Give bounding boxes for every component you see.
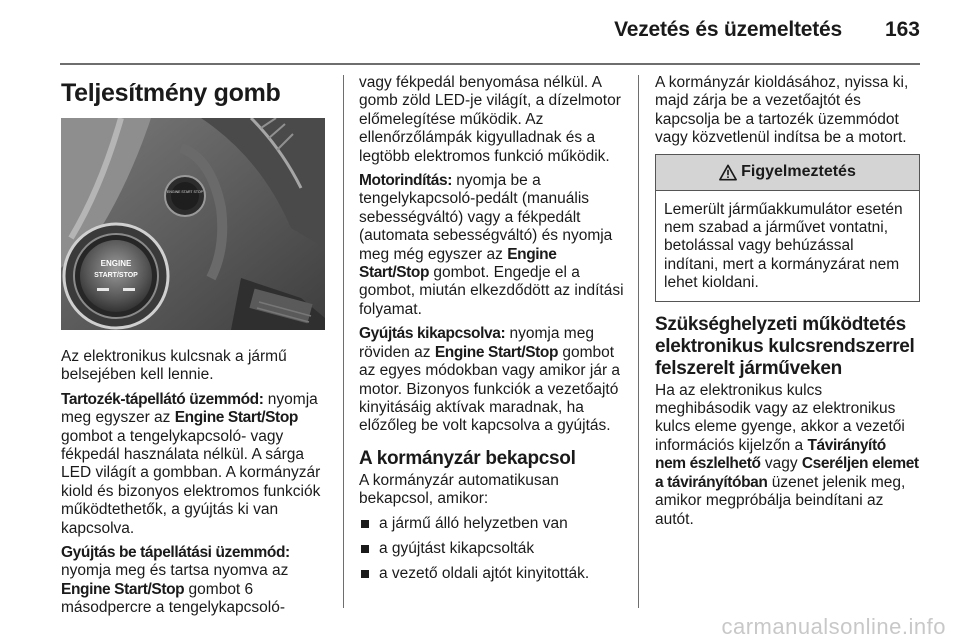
warning-header <box>656 155 919 191</box>
paragraph-ignition-off: Gyújtás kikapcsolva: nyomja meg röviden az Engine Start/Stop gombot az egyes módokban vagy amikor jár a motor. Bizonyos funkciók a vezetőajtó kinyitásáig aktívak maradnak, ha előzőleg be volt kapcsolva a gyújtás. <box>359 325 621 435</box>
dashboard-illustration <box>61 118 325 330</box>
middle-column <box>359 74 627 591</box>
page-header <box>0 0 960 64</box>
section-heading-steering-lock: A kormányzár bekapcsol <box>359 447 576 469</box>
list-item: a jármű álló helyzetben van <box>359 515 627 533</box>
right-column <box>655 74 920 535</box>
engine-start-stop-figure <box>61 118 325 330</box>
column-divider-left <box>343 75 344 608</box>
section-heading-emergency-operation: Szükséghelyzeti működtetés elektronikus kulcsrendszerrel felszerelt járműveken <box>655 313 915 379</box>
left-column <box>61 74 329 624</box>
list-item: a vezető oldali ajtót kinyitották. <box>359 565 627 583</box>
paragraph-ignition-on-mode: Gyújtás be tápellátási üzemmód: nyomja meg és tartsa nyomva az Engine Start/Stop gombot 6 másodpercre a tengelykapcsoló- <box>61 544 290 617</box>
paragraph-emergency-operation: Ha az elektronikus kulcs meghibásodik vagy az elektronikus kulcs eleme gyenge, akkor a vezetői információs kijelzőn a Távirányító nem észlelhető vagy Cseréljen elemet a távirányítóban üzenet jelenik meg, amikor megpróbálja beindítani az autót. <box>655 381 919 528</box>
warning-text: Lemerült járműakkumulátor esetén nem szabad a járművet vontatni, betolással vagy behúzással indítani, mert a kormányzárat nem lehet kioldani. <box>664 200 903 292</box>
button-label-line1: ENGINE <box>100 259 132 268</box>
bullet-icon <box>361 520 369 528</box>
watermark: carmanualsonline.info <box>721 614 946 639</box>
small-button-label: ENGINE START STOP <box>167 190 203 194</box>
warning-triangle-icon <box>719 164 737 181</box>
paragraph-steering-lock-intro: A kormányzár automatikusan bekapcsol, amikor: <box>359 471 559 508</box>
paragraph-unlock-steering: A kormányzár kioldásához, nyissa ki, majd zárja be a vezetőajtót és kapcsolja be a tartozék üzemmódot vagy közvetlenül indítsa be a motort. <box>655 74 909 147</box>
paragraph-engine-start: Motorindítás: nyomja be a tengelykapcsoló-pedált (manuális sebességváltó) vagy a fékpedált (automata sebességváltó) és nyomja meg még egyszer az Engine Start/Stop gombot. Engedje el a gombot, miután elkezdődött az indítási folyamat. <box>359 172 624 318</box>
bullet-icon <box>361 570 369 578</box>
paragraph-continued: vagy fékpedál benyomása nélkül. A gomb zöld LED-je világít, a dízelmotor előmelegítése működik. Az ellenőrzőlámpák kigyulladnak és a legtöbb elektromos funkció működik. <box>359 74 621 165</box>
page-header-title: Vezetés és üzemeltetés <box>614 18 842 41</box>
bullet-icon <box>361 545 369 553</box>
paragraph-electronic-key: Az elektronikus kulcsnak a jármű belsejében kell lennie. <box>61 348 287 384</box>
warning-box <box>655 154 920 302</box>
paragraph-accessory-mode: Tartozék-tápellátó üzemmód: nyomja meg egyszer az Engine Start/Stop gombot a tengelykapcsoló- vagy fékpedál használata nélkül. A sárga LED világít a gombban. A kormányzár kiold és bizonyos elektromos funkciók működtethetők, a gyújtás ki van kapcsolva. <box>61 390 321 537</box>
section-heading-power-button: Teljesítmény gomb <box>61 79 281 107</box>
column-divider-right <box>638 75 639 608</box>
page-number: 163 <box>884 18 920 41</box>
header-divider <box>60 63 920 65</box>
button-label-line2: START/STOP <box>94 272 138 279</box>
steering-lock-conditions-list <box>359 515 627 584</box>
warning-title: Figyelmeztetés <box>741 162 856 180</box>
list-item: a gyújtást kikapcsolták <box>359 540 627 558</box>
